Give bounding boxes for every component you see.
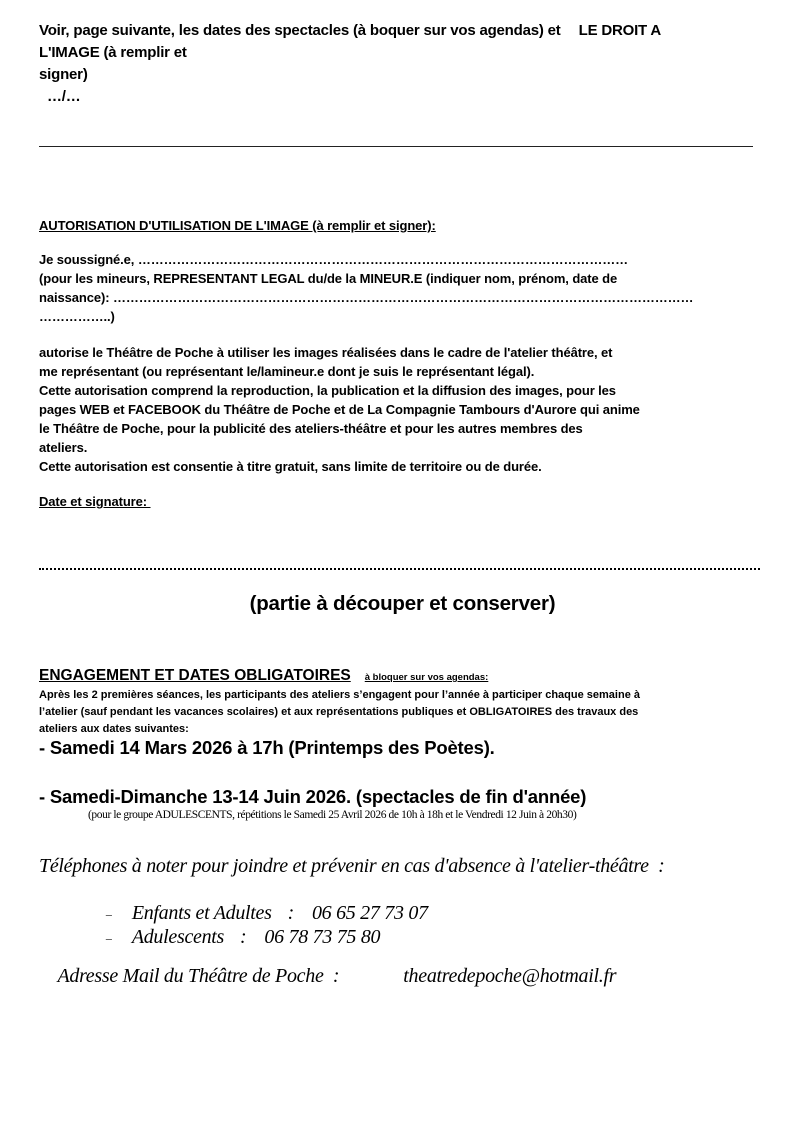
bullet-dash-icon: – (105, 930, 112, 945)
phones-heading: Téléphones à noter pour joindre et prévenir en cas d'absence à l'atelier-théâtre : (39, 855, 665, 877)
engagement-paragraph: Après les 2 premières séances, les participants des ateliers s’engagent pour l’année à participer chaque semaine à (39, 689, 640, 701)
birth-field[interactable]: naissance): ……………………………………………………………………………………………………………………… (39, 290, 694, 305)
phone-number[interactable]: 06 78 73 75 80 (264, 926, 381, 948)
intro-line-1-bold: LE DROIT A (578, 22, 662, 39)
authorization-paragraph: Cette autorisation comprend la reproduction, la publication et la diffusion des images, pour les (39, 383, 616, 398)
date-item: - Samedi 14 Mars 2026 à 17h (Printemps des Poètes). (39, 737, 495, 758)
phone-sep: : (240, 926, 247, 948)
email-link[interactable]: theatredepoche@hotmail.fr (403, 965, 617, 987)
signature-label: Date et signature: (39, 494, 151, 509)
authorization-paragraph: me représentant (ou représentant le/lamineur.e dont je suis le représentant légal). (39, 364, 535, 379)
engagement-header (39, 667, 488, 685)
intro-line-1: Voir, page suivante, les dates des spectacles (à boquer sur vos agendas) et (39, 22, 561, 39)
authorization-fields (39, 250, 769, 326)
authorization-paragraph: autorise le Théâtre de Poche à utiliser les images réalisées dans le cadre de l'atelier théâtre, et (39, 345, 613, 360)
undersigned-field[interactable]: Je soussigné.e, …………………………………………………………………………………………………… (39, 252, 629, 267)
minors-line: (pour les mineurs, REPRESENTANT LEGAL du/de la MINEUR.E (indiquer nom, prénom, date de (39, 271, 618, 286)
engagement-body (39, 687, 779, 738)
phone-number[interactable]: 06 65 27 73 07 (311, 902, 428, 924)
phone-sep: : (287, 902, 294, 924)
engagement-paragraph: l’atelier (sauf pendant les vacances scolaires) et aux représentations publiques et OBLIGATOIRES des travaux des (39, 706, 639, 718)
engagement-subheading: à bloquer sur vos agendas: (364, 672, 489, 683)
cut-label: (partie à découper et conserver) (249, 592, 556, 615)
cut-line (39, 568, 760, 570)
email-line (39, 942, 616, 1011)
birth-field-end[interactable]: ……………..) (39, 309, 115, 324)
authorization-paragraph: pages WEB et FACEBOOK du Théâtre de Poche et de La Compagnie Tambours d'Aurore qui anime (39, 402, 640, 417)
phone-group: Enfants et Adultes (131, 902, 272, 924)
rehearsal-note: (pour le groupe ADULESCENTS, répétitions le Samedi 25 Avril 2026 de 10h à 18h et le Vendredi 12 Juin à 20h30) (88, 809, 577, 821)
bullet-dash-icon: – (105, 906, 112, 921)
authorization-body (39, 343, 779, 476)
phone-group: Adulescents (131, 926, 225, 948)
authorization-paragraph: le Théâtre de Poche, pour la publicité des ateliers-théâtre et pour les autres membres des (39, 421, 583, 436)
engagement-paragraph: ateliers aux dates suivantes: (39, 723, 189, 735)
authorization-heading: AUTORISATION D'UTILISATION DE L'IMAGE (à remplir et signer): (39, 218, 436, 233)
intro-line-2-bold: L'IMAGE (39, 44, 100, 61)
date-item: - Samedi-Dimanche 13-14 Juin 2026. (spectacles de fin d'année) (39, 786, 587, 807)
continuation-mark: …/… (47, 88, 81, 105)
intro-line-3: signer) (39, 66, 88, 83)
authorization-paragraph: ateliers. (39, 440, 88, 455)
intro-block (39, 21, 779, 109)
email-label: Adresse Mail du Théâtre de Poche : (57, 965, 340, 987)
authorization-paragraph: Cette autorisation est consentie à titre gratuit, sans limite de territoire ou de durée. (39, 459, 542, 474)
intro-line-2: (à remplir et (99, 44, 187, 61)
separator-line (39, 146, 753, 147)
engagement-heading: ENGAGEMENT ET DATES OBLIGATOIRES (39, 667, 351, 684)
